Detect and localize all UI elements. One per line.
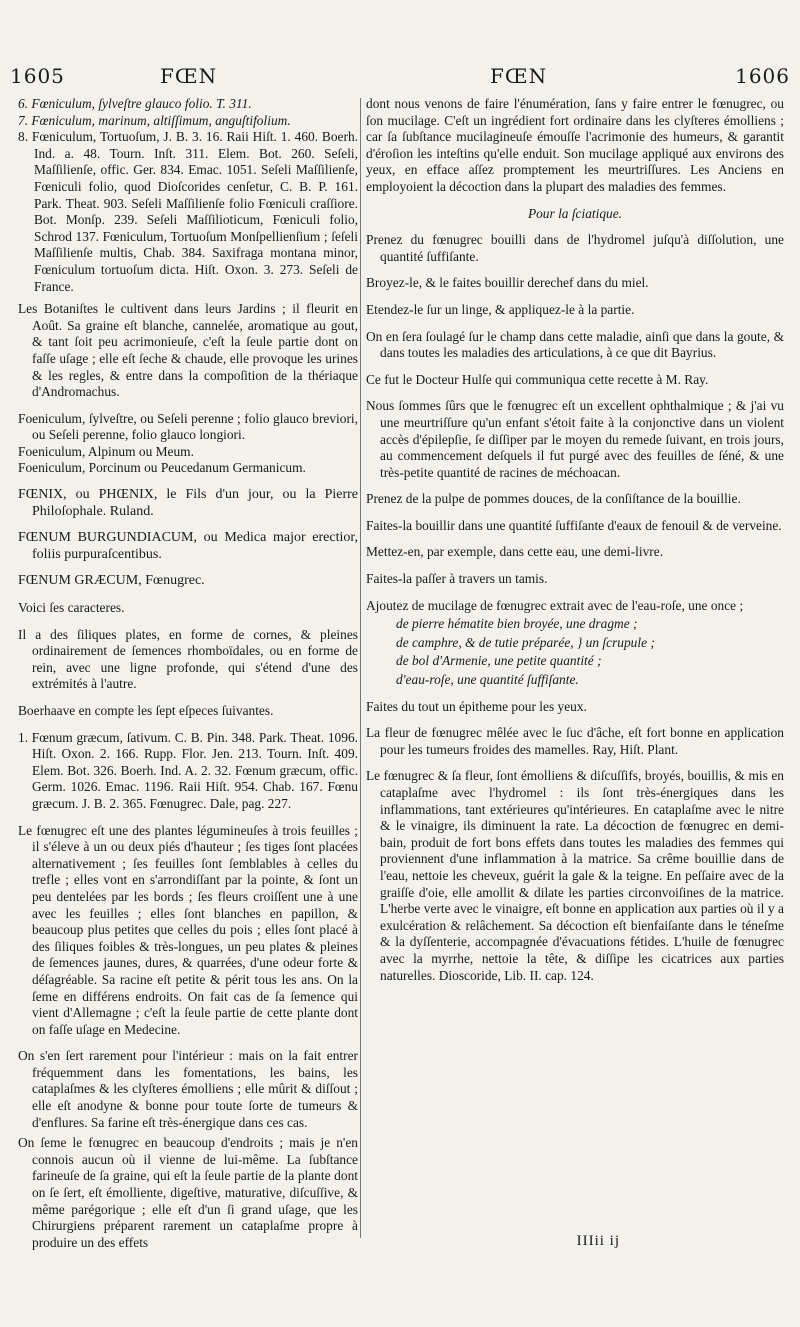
paragraph-fleur: La fleur de fœnugrec mêlée avec le ſuc d'âche, eſt fort bonne en application pour les tumeurs froides des mamelles. Ray, Hiſt. Plant. <box>366 725 784 757</box>
ingredient: de bol d'Armenie, une petite quantité ; <box>396 653 602 669</box>
recipe-step: Etendez-le ſur un linge, & appliquez-le à la partie. <box>366 301 635 317</box>
paragraph-description: Le fœnugrec eſt une des plantes légumineuſes à trois feuilles ; il s'éleve à un ou deux piés d'hauteur ; ſes tiges ſont placées alternativement ; ſes feuilles ſont ſemblables à celles du trefle ; elles vont en s'arrondiſſant par la pointe, & ſont un peu dentelées par les bords ; ſes fleurs croiſſent une à une avec les feuilles ; elles ſont blanches en papillon, & beaucoup plus petites que celles du pois ; elles ſont placé à des ſiliques foibles & très-longues, un peu plates & pleines de ſemences jaunes, dures, & quarrées, d'une odeur forte & déſagréable. Sa racine eſt petite & périt tous les ans. On la ſeme en différens endroits. On fait cas de ſa ſemence qui vient d'Allemagne ; c'eſt la ſeule partie de cette plante dont on faſſe uſage en Medecine. <box>18 822 358 1037</box>
headword-right: FŒN <box>490 64 548 88</box>
entry-foenum-graecum: FŒNUM GRÆCUM, Fœnugrec. <box>18 573 205 589</box>
paragraph-botanistes: Les Botaniſtes le cultivent dans leurs Jardins ; il fleurit en Août. Sa graine eſt blanche, cannelée, aromatique au gout, & tant ſoit peu acrimonieuſe, c'eſt la ſeule partie dont on faſſe uſage ; elle eſt ſeche & chaude, elle provoque les urines & les regles, & entre dans la compoſition de la thériaque d'Andromachus. <box>18 301 358 400</box>
recipe-step: Ajoutez de mucilage de fœnugrec extrait avec de l'eau-roſe, une once ; <box>366 597 744 613</box>
right-column <box>366 96 784 994</box>
paragraph-siliques: Il a des ſiliques plates, en forme de cornes, & pleines ordinairement de ſemences rhomboïdales, ou en forme de rein, avec une ligne profonde, qui s'étend d'une des extrémités à l'autre. <box>18 626 358 692</box>
list-item: Foeniculum, Alpinum ou Meum. <box>18 443 194 459</box>
paragraph-ophthalmique: Nous ſommes ſûrs que le fœnugrec eſt un excellent ophthalmique ; & j'ai vu une meurtriſſure qu'un enfant s'étoit faite à la conjonctive dans un violent accès d'épilepſie, ſe diſſiper par le moyen du remede ſuivant, en trois jours, au commencement deſquels il fut purgé avec des feuilles de ſéné, & une très-petite quantité de racines de méchoacan. <box>366 398 784 480</box>
paragraph-usage: On s'en ſert rarement pour l'intérieur : mais on la fait entrer fréquemment dans les fomentations, les bains, les cataplaſmes & les clyſteres émolliens ; elle mûrit & diſſout ; elle eſt anodyne & bonne pour toute ſorte de tumeurs & d'enflures. Sa farine eſt très-énergique dans ces cas. <box>18 1048 358 1130</box>
paragraph-boerhaave: Boerhaave en compte les ſept eſpeces ſuivantes. <box>18 703 274 718</box>
recipe-step: Faites-la bouillir dans une quantité ſuffiſante d'eaux de fenouil & de verveine. <box>366 517 782 533</box>
recipe-step: Faites du tout un épitheme pour les yeux. <box>366 698 587 714</box>
paragraph-continuation: dont nous venons de faire l'énumération, ſans y faire entrer le fœnugrec, ou ſon mucilage. C'eſt un ingrédient fort ordinaire dans les clyſteres émolliens ; car ſa ſubſtance mucilagineuſe émouſſe l'acrimonie des humeurs, & garantit d'éroſion les inteſtins qu'elle enduit. Son mucilage appliqué aux environs des yeux, en efface aſſez promptement les meurtriſſures. Les Anciens en employoient la décoction dans la plupart des maladies des femmes. <box>366 96 784 194</box>
synonym-list <box>18 96 358 295</box>
ingredient: d'eau-roſe, une quantité ſuffiſante. <box>396 672 579 688</box>
list-item: 8. Fœniculum, Tortuoſum, J. B. 3. 16. Raii Hiſt. 1. 460. Boerh. Ind. a. 48. Tourn. Inſt. 311. Elem. Bot. 260. Seſeli, Maſſilienſe, offic. Ger. 834. Emac. 1051. Seſeli Maſſilienſe, Fœniculi folio, quod Dioſcorides cenſetur, C. B. P. 161. Park. Theat. 903. Seſeli Maſſilienſe folio Fœniculi craſſiore. Bot. Monſp. 239. Seſeli Maſſilioticum, Fœniculi folio, Schrod 137. Fœniculum, Tortuoſum Monſpellienſium ; ſeſeli Maſſilienſe multis, Chab. 384. Saxifraga montana minor, Fœniculum tortuoſum dicta. Hiſt. Oxon. 3. 273. Seſeli de France. <box>18 129 358 294</box>
paragraph-species: 1. Fœnum græcum, ſativum. C. B. Pin. 348. Park. Theat. 1096. Hiſt. Oxon. 2. 166. Rupp. Flor. Jen. 213. Tourn. Inſt. 409. Elem. Bot. 326. Boerh. Ind. A. 2. 32. Fœnum græcum, offic. Germ. 1026. Emac. 1196. Raii Hiſt. 954. Chab. 167. Fœnu græcum. J. B. 2. 365. Fœnugrec. Dale, pag. 227. <box>18 729 358 811</box>
recipe-step: Mettez-en, par exemple, dans cette eau, une demi-livre. <box>366 544 664 560</box>
ingredient: de camphre, & de tutie préparée, } un ſcrupule ; <box>396 634 655 650</box>
paragraph-soulage: On en ſera ſoulagé ſur le champ dans cette maladie, ainſi que dans la goute, & dans toutes les maladies des articulations, à ce que dit Bayrius. <box>366 328 784 361</box>
running-header <box>10 64 790 96</box>
list-item: Foeniculum, ſylveſtre, ou Seſeli perenne ; folio glauco breviori, ou Seſeli perenne, folio glauco longiori. <box>18 410 358 443</box>
page-number-left: 1605 <box>10 64 65 88</box>
recipe-step: Faites-la paſſer à travers un tamis. <box>366 571 548 587</box>
paragraph-seme: On ſeme le fœnugrec en beaucoup d'endroits ; mais je n'en connois aucun où il vienne de lui-même. La ſubſtance farineuſe de ſa graine, qui eſt la ſeule partie de la plante dont on ſe ſert, eſt émolliente, digeſtive, maturative, diſcuſſive, & même parégorique ; elle eſt d'un ſi grand uſage, que les Chirurgiens préparent rarement un cataplaſme propre à produire un des effets <box>18 1135 358 1250</box>
column-rule <box>360 98 361 1238</box>
entry-foenum-burgundiacum: FŒNUM BURGUNDIACUM, ou Medica major erectior, foliis purpuraſcentibus. <box>18 530 358 562</box>
ingredient: de pierre hématite bien broyée, une dragme ; <box>396 616 638 632</box>
list-item: 6. Fœniculum, ſylveſtre glauco folio. T. 311. <box>18 96 252 111</box>
page-number-right: 1606 <box>735 64 790 88</box>
recipe-step: Prenez de la pulpe de pommes douces, de la conſiſtance de la bouillie. <box>366 491 741 507</box>
list-item: Foeniculum, Porcinum ou Peucedanum Germanicum. <box>18 460 306 476</box>
foeniculum-refs <box>18 411 358 477</box>
paragraph-hulse: Ce fut le Docteur Hulſe qui communiqua cette recette à M. Ray. <box>366 371 709 387</box>
paragraph-final: Le fœnugrec & ſa fleur, ſont émolliens & diſcuſſifs, broyés, bouillis, & mis en cataplaſme avec l'hydromel : ils ſont très-énergiques dans les inflammations, tant extérieures qu'intérieures. En cataplaſme avec le nitre & le vinaigre, ils diminuent la rate. La décoction de fœnugrec en demi-bain, produit de fort bons effets dans toutes les maladies des femmes qui proviennent d'une inflammation à la matrice. Sa crême bouillie dans de l'eau, nettoie les cheveux, guérit la gale & la teigne. En peſſaire avec de la graiſſe d'oie, elle amollit & dilate les parties circonvoiſines de la matrice. L'herbe verte avec le vinaigre, eſt bonne en application aux parties où il y a exulcération & relâchement. Sa décoction eſt bienfaiſante dans le téneſme & la dyſſenterie, accompagnée d'évacuations fétides. L'huile de fœnugrec avec la myrrhe, nettoie la tête, & diſſipe les cicatrices aux parties naturelles. Dioscoride, Lib. II. cap. 124. <box>366 768 784 983</box>
signature-mark: IIIii ij <box>576 1233 620 1249</box>
list-item: 7. Fœniculum, marinum, altiſſimum, anguſtifolium. <box>18 112 291 128</box>
subheading-sciatique: Pour la ſciatique. <box>527 205 623 221</box>
recipe-step: Prenez du fœnugrec bouilli dans de l'hydromel juſqu'à diſſolution, une quantité ſuffiſante. <box>366 232 784 264</box>
paragraph-voici: Voici ſes caracteres. <box>18 600 125 616</box>
recipe-ingredients <box>366 616 784 688</box>
recipe-step: Broyez-le, & le faites bouillir derechef dans du miel. <box>366 275 649 291</box>
entry-foenix: FŒNIX, ou PHŒNIX, le Fils d'un jour, ou la Pierre Philoſophale. Ruland. <box>18 487 358 519</box>
left-column <box>18 96 358 1261</box>
headword-left: FŒN <box>160 64 218 88</box>
